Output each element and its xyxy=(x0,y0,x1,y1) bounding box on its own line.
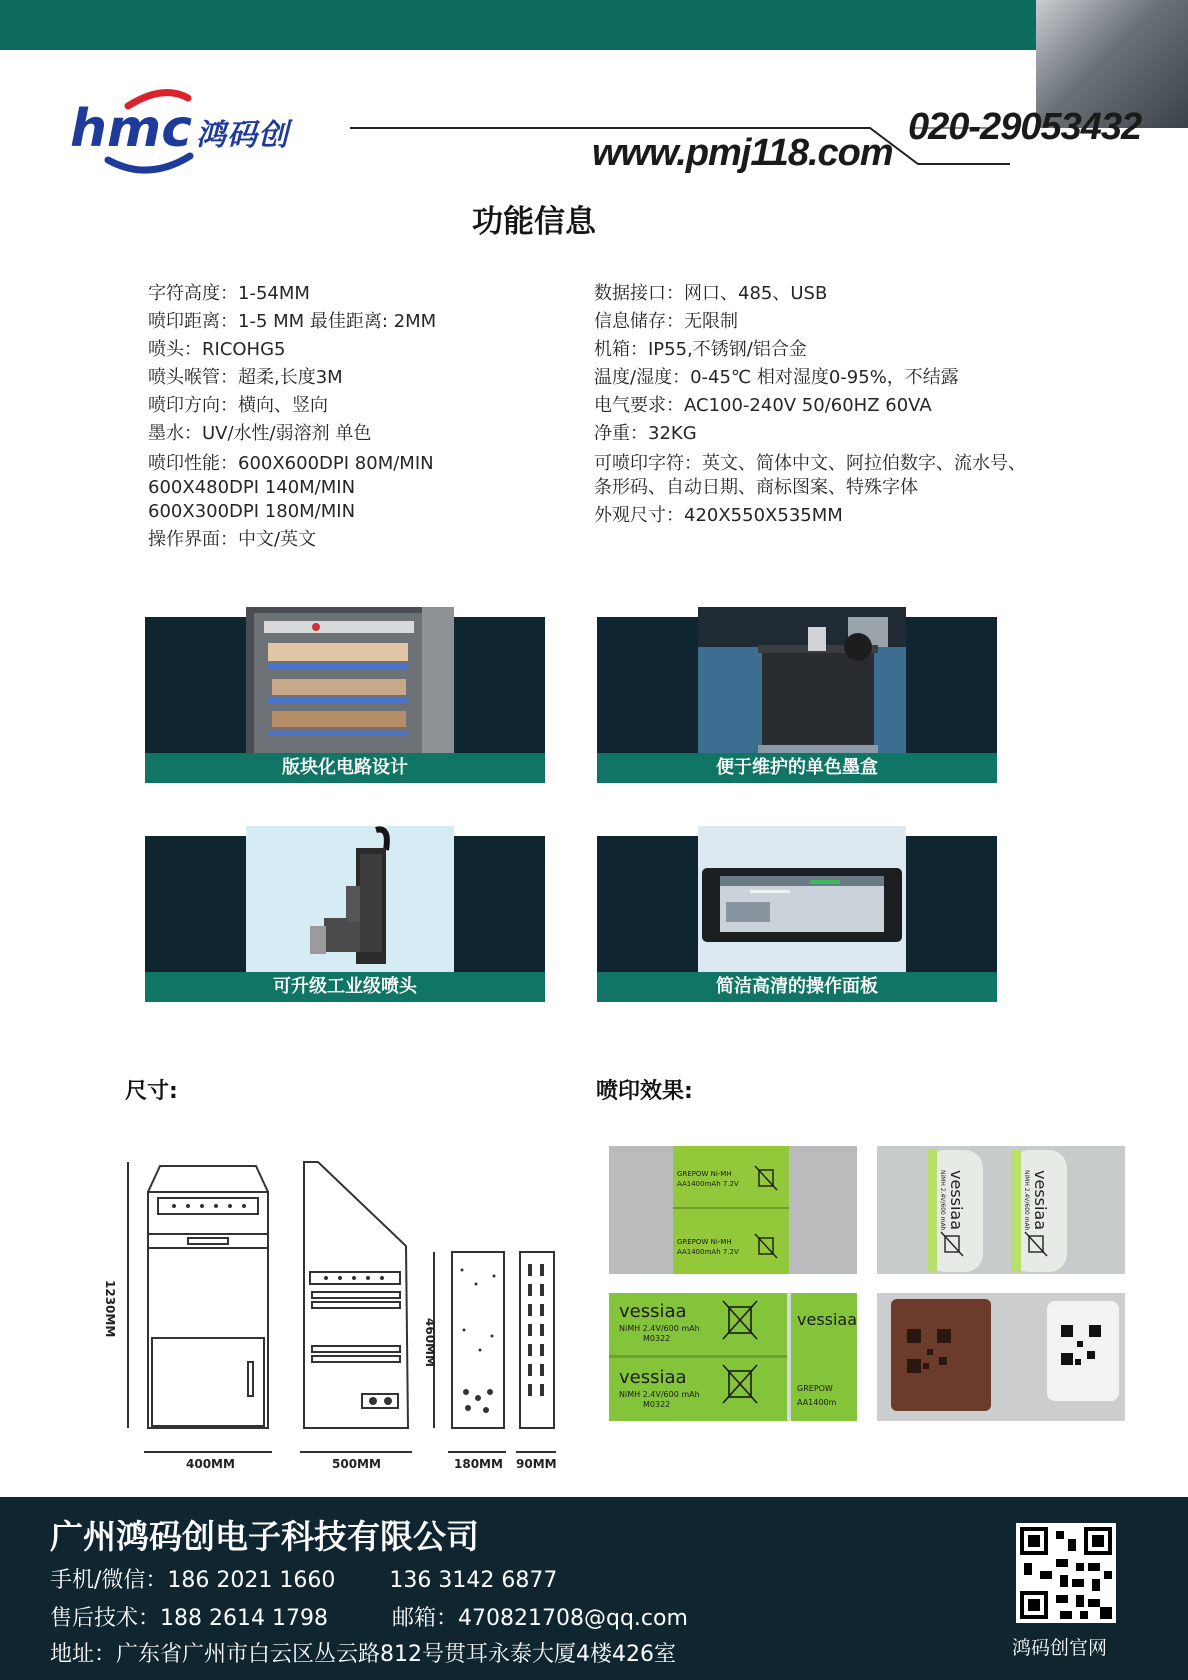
mobile-number[interactable]: 186 2021 1660 xyxy=(167,1568,336,1593)
feature-caption: 简洁高清的操作面板 xyxy=(597,972,997,1002)
address-text: 广东省广州市白云区丛云路812号贯耳永泰大厦4楼426室 xyxy=(116,1642,676,1667)
feature-caption: 便于维护的单色墨盒 xyxy=(597,753,997,783)
feature-caption: 版块化电路设计 xyxy=(145,753,545,783)
ink-cartridge-photo xyxy=(698,607,906,755)
header-phone: 020-29053432 xyxy=(908,106,1142,148)
mobile-number[interactable]: 136 3142 6877 xyxy=(389,1568,558,1593)
spec-item: 数据接口：网口、485、USB xyxy=(594,283,828,304)
spec-item: 电气要求：AC100-240V 50/60HZ 60VA xyxy=(594,395,932,416)
spec-item: 净重：32KG xyxy=(594,423,697,444)
footer xyxy=(0,1497,1188,1680)
white-battery-cells-photo xyxy=(877,1146,1125,1274)
logo-mark-text: hmc xyxy=(70,99,193,159)
spec-item: 喷印距离：1-5 MM 最佳距离: 2MM xyxy=(148,311,437,332)
website-url[interactable]: www.pmj118.com xyxy=(592,132,893,174)
front-width-label: 400MM xyxy=(186,1457,235,1471)
panel-width-label: 180MM xyxy=(454,1457,503,1471)
feature-card-circuit xyxy=(145,607,545,783)
spec-item: 字符高度：1-54MM xyxy=(148,283,310,304)
sample-text: AA1400mAh 7.2V xyxy=(677,1248,739,1256)
mobile-label: 手机/微信： xyxy=(50,1568,168,1593)
qr-code-tags-photo xyxy=(877,1293,1125,1421)
panel-height-label: 460MM xyxy=(423,1318,437,1367)
sample-text: vessiaa xyxy=(797,1310,857,1329)
spec-item: 600X480DPI 140M/MIN xyxy=(148,477,356,498)
sample-text: vessiaa xyxy=(619,1367,687,1388)
email-label: 邮箱： xyxy=(391,1606,458,1631)
print-effect-title: 喷印效果: xyxy=(596,1079,693,1104)
spec-item: 喷印性能：600X600DPI 80M/MIN xyxy=(148,453,434,474)
spec-item: 机箱：IP55,不锈钢/铝合金 xyxy=(594,339,807,360)
spec-item: 喷头：RICOHG5 xyxy=(148,339,286,360)
sample-text: GREPOW Ni-MH xyxy=(677,1170,732,1178)
dimensions-drawing xyxy=(96,1160,566,1475)
sample-text: M0322 xyxy=(643,1334,671,1343)
height-label: 1230MM xyxy=(103,1280,117,1338)
sample-text: NiMH 2.4V/600 mAh xyxy=(619,1390,700,1399)
address-label: 地址： xyxy=(50,1642,117,1667)
spec-item: 条形码、自动日期、商标图案、特殊字体 xyxy=(594,477,918,498)
support-phone[interactable]: 188 2614 1798 xyxy=(160,1606,328,1631)
spec-item: 外观尺寸：420X550X535MM xyxy=(594,505,843,526)
spec-item: 600X300DPI 180M/MIN xyxy=(148,501,356,522)
qr-caption: 鸿码创官网 xyxy=(1012,1637,1108,1659)
feature-card-panel xyxy=(597,826,997,1002)
spec-item: 墨水：UV/水性/弱溶剂 单色 xyxy=(148,423,372,444)
circuit-board-photo xyxy=(246,607,454,755)
sample-text: AA1400m xyxy=(797,1398,837,1407)
control-panel-photo xyxy=(698,826,906,974)
top-accent-bar xyxy=(0,0,1090,50)
spec-item: 温度/湿度：0-45℃ 相对湿度0-95%，不结露 xyxy=(594,367,959,388)
brand-name: 鸿码创 xyxy=(196,118,289,153)
side-width-label: 500MM xyxy=(332,1457,381,1471)
email-address[interactable]: 470821708@qq.com xyxy=(458,1606,688,1631)
sample-text: GREPOW Ni-MH xyxy=(677,1238,732,1246)
sample-text: AA1400mAh 7.2V xyxy=(677,1180,739,1188)
spec-item: 喷头喉管：超柔,长度3M xyxy=(148,367,343,388)
sample-text: NiMH 2.4V/600 mAh xyxy=(1023,1170,1030,1231)
support-line xyxy=(50,1601,688,1632)
dimensions-title: 尺寸: xyxy=(125,1079,178,1104)
spec-item: 操作界面：中文/英文 xyxy=(148,529,317,550)
mobile-line xyxy=(50,1563,557,1594)
spec-list-right xyxy=(594,280,1084,530)
company-name: 广州鸿码创电子科技有限公司 xyxy=(50,1517,479,1556)
sample-text: NiMH 2.4V/600 mAh xyxy=(619,1324,700,1333)
print-head-photo xyxy=(246,826,454,974)
address-line xyxy=(50,1637,676,1668)
spec-item: 信息储存：无限制 xyxy=(594,311,738,332)
feature-caption: 可升级工业级喷头 xyxy=(145,972,545,1002)
back-width-label: 90MM xyxy=(516,1457,557,1471)
support-label: 售后技术： xyxy=(50,1606,161,1631)
spec-item: 可喷印字符：英文、简体中文、阿拉伯数字、流水号、 xyxy=(594,453,1026,474)
qr-code-icon[interactable] xyxy=(1016,1523,1116,1623)
section-title: 功能信息 xyxy=(472,204,596,240)
sample-text: vessiaa xyxy=(947,1170,966,1231)
green-label-sheet-photo xyxy=(609,1293,857,1421)
sample-text: M0322 xyxy=(643,1400,671,1409)
sample-text: vessiaa xyxy=(1031,1170,1050,1231)
feature-card-printhead xyxy=(145,826,545,1002)
sample-text: vessiaa xyxy=(619,1301,687,1322)
green-battery-pack-photo xyxy=(609,1146,857,1274)
spec-item: 喷印方向：横向、竖向 xyxy=(148,395,328,416)
feature-card-ink xyxy=(597,607,997,783)
sample-text: GREPOW xyxy=(797,1384,833,1393)
spec-list-left xyxy=(148,280,568,554)
sample-text: NiMH 2.4V/600 mAh xyxy=(939,1170,946,1231)
